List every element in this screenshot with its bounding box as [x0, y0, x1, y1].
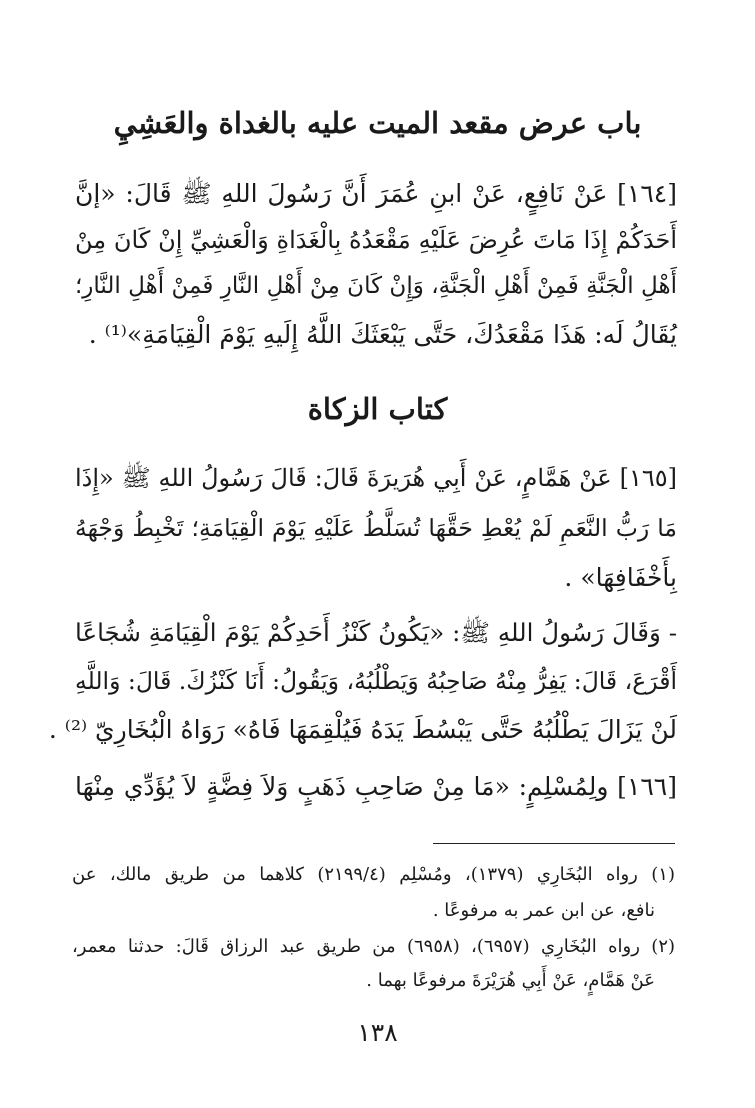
- hadith-165b-line-1: - وَقَالَ رَسُولُ اللهِ ﷺ: «يَكُونُ كَنْزُ أَحَدِكُمْ يَوْمَ الْقِيَامَةِ شُجَاعًا: [75, 618, 677, 647]
- hadith-164-line-2: أَحَدَكُمْ إِذَا مَاتَ عُرِضَ عَلَيْهِ مَقْعَدُهُ بِالْغَدَاةِ وَالْعَشِيِّ إِنْ كَانَ مِنْ: [75, 226, 677, 254]
- book-heading-zakat: كتاب الزكاة: [307, 392, 448, 426]
- hadith-165b-line-2: أَقْرَعَ، قَالَ: يَفِرُّ مِنْهُ صَاحِبُهُ وَيَطْلُبُهُ، وَيَقُولُ: أَنَا كَنْزُكَ. قَالَ: وَاللَّهِ: [75, 667, 677, 695]
- hadith-165-line-1: [١٦٥] عَنْ هَمَّامٍ، عَنْ أَبِي هُرَيرَةَ قَالَ: قَالَ رَسُولُ اللهِ ﷺ «إِذَا: [75, 464, 677, 492]
- footnote-2-line-2: عَنْ هَمَّامٍ، عَنْ أَبِي هُرَيْرَةَ مرفوعًا بهما .: [366, 970, 655, 991]
- hadith-165b-line-3: لَنْ يَزَالَ يَطْلُبُهُ حَتَّى يَبْسُطَ يَدَهُ فَيُلْقِمَهَا فَاهُ» رَوَاهُ الْبُخَارِيّ ⁽²⁾ .: [48, 715, 677, 744]
- hadith-166-line-1: [١٦٦] ولِمُسْلِمٍ: «مَا مِنْ صَاحِبِ ذَهَبٍ وَلاَ فِضَّةٍ لاَ يُؤَدِّي مِنْهَا: [75, 772, 677, 801]
- hadith-165-line-3: بِأَخْفَافِهَا» .: [564, 563, 677, 592]
- footnote-2-line-1: (٢) رواه البُخَارِي (٦٩٥٧)، (٦٩٥٨) من طريق عبد الرزاق قَالَ: حدثنا معمر،: [72, 936, 676, 957]
- footnote-1-line-1: (١) رواه البُخَارِي (١٣٧٩)، ومُسْلِم (٢١٩٩/٤) كلاهما من طريق مالك، عن: [72, 864, 675, 885]
- hadith-164-line-3: أَهْلِ الْجَنَّةِ فَمِنْ أَهْلِ الْجَنَّةِ، وَإِنْ كَانَ مِنْ أَهْلِ النَّارِ فَمِنْ أَهْلِ النَّارِ؛: [75, 273, 677, 299]
- hadith-165-line-2: مَا رَبُّ النَّعَمِ لَمْ يُعْطِ حَقَّهَا تُسَلَّطُ عَلَيْهِ يَوْمَ الْقِيَامَةِ؛ تَخْبِطُ وَجْهَهُ: [75, 514, 677, 542]
- chapter-heading-grave-seat: باب عرض مقعد الميت عليه بالغداة والعَشِيِ: [113, 106, 642, 140]
- footnote-1-line-2: نافع، عن ابن عمر به مرفوعًا .: [432, 900, 655, 921]
- footnote-divider: [433, 843, 675, 844]
- page-number: ١٣٨: [357, 1018, 398, 1047]
- hadith-164-line-4: يُقَالُ لَه: هَذَا مَقْعَدُكَ، حَتَّى يَبْعَثَكَ اللَّهُ إِلَيهِ يَوْمَ الْقِيَامَةِ»⁽¹⁾ .: [88, 320, 677, 349]
- hadith-164-line-1: [١٦٤] عَنْ نَافِعٍ، عَنْ ابنِ عُمَرَ أَنَّ رَسُولَ اللهِ ﷺ قَالَ: «إنَّ: [75, 179, 677, 208]
